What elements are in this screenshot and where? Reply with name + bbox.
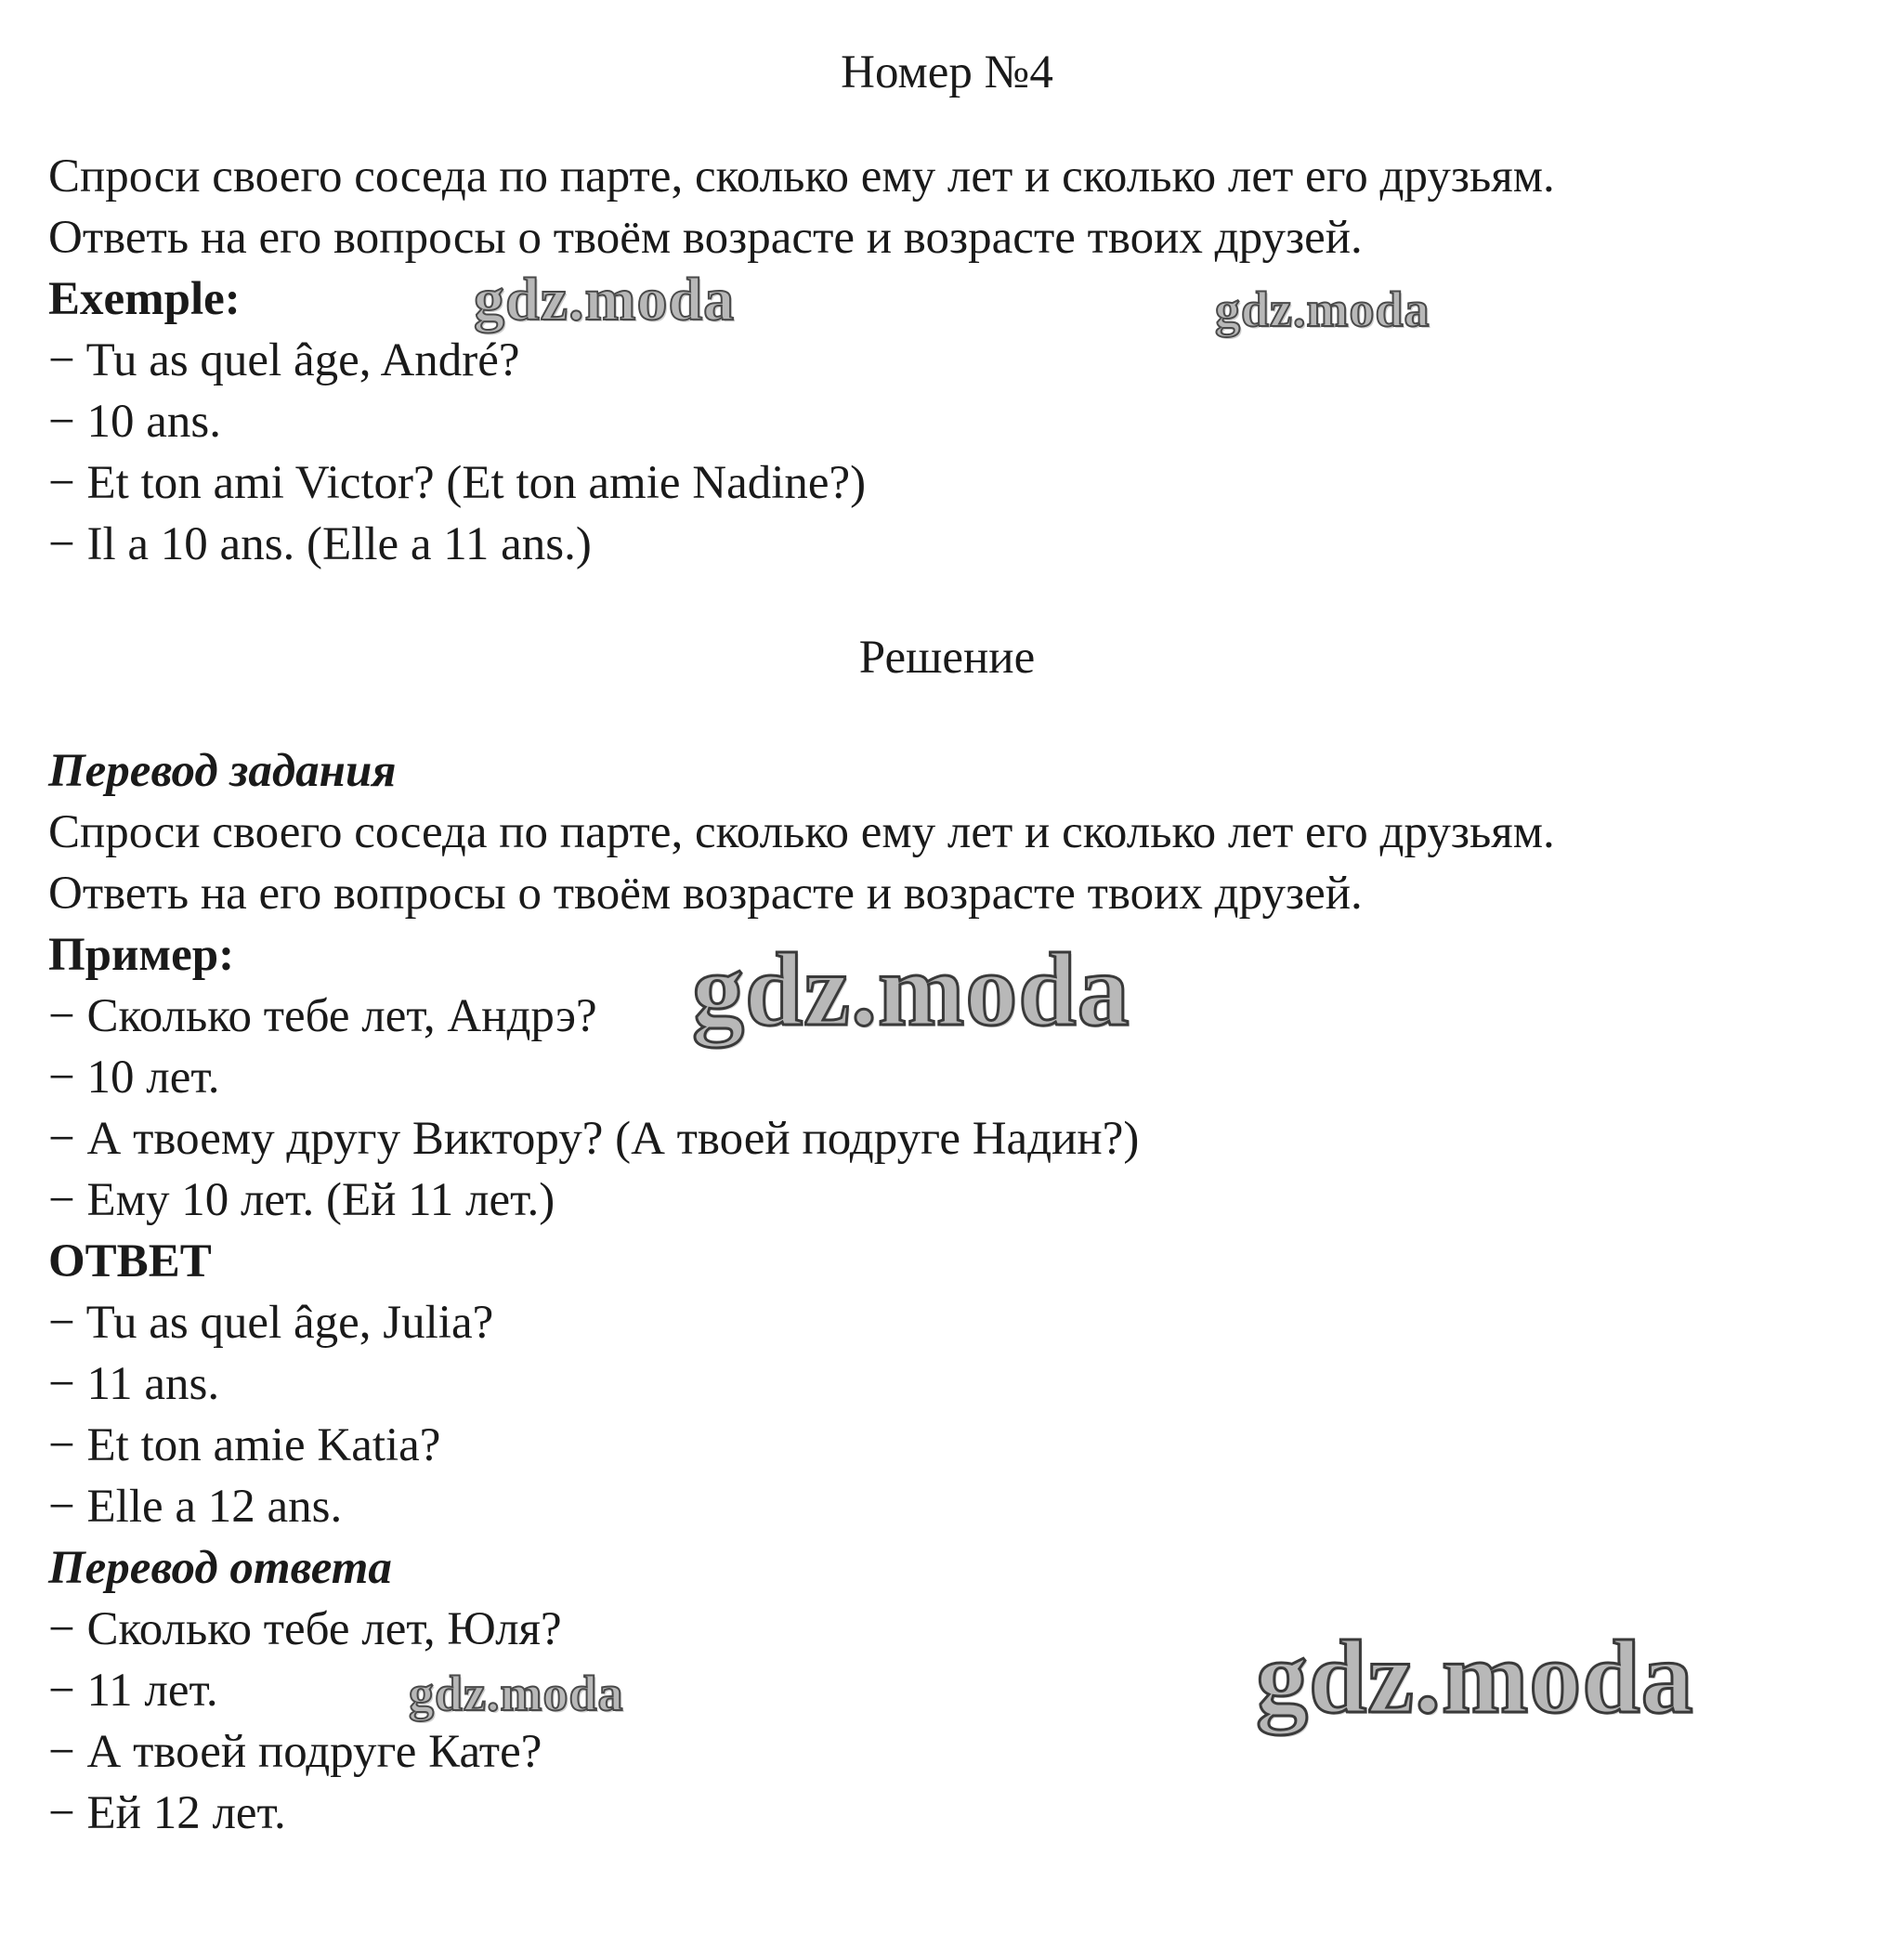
task-line: Ответь на его вопросы о твоём возрасте и возрасте твоих друзей. bbox=[48, 212, 1363, 264]
watermark-logo: gdz.moda bbox=[1215, 281, 1430, 337]
answer-line: − Et ton amie Katia? bbox=[48, 1419, 441, 1471]
translation-example-label: Пример: bbox=[48, 929, 235, 981]
answer-translation-line: − 11 лет. bbox=[48, 1665, 218, 1717]
watermark-logo: gdz.moda bbox=[409, 1666, 624, 1721]
translation-example-line: − 10 лет. bbox=[48, 1052, 220, 1104]
answer-line: − 11 ans. bbox=[48, 1358, 220, 1410]
translation-heading: Перевод задания bbox=[48, 745, 397, 797]
answer-translation-heading: Перевод ответа bbox=[48, 1542, 392, 1594]
example-line: − Il a 10 ans. (Elle a 11 ans.) bbox=[48, 518, 592, 570]
answer-translation-line: − Сколько тебе лет, Юля? bbox=[48, 1603, 562, 1655]
example-line: − 10 ans. bbox=[48, 396, 221, 448]
example-line: − Et ton ami Victor? (Et ton amie Nadine?) bbox=[48, 457, 867, 509]
answer-line: − Elle a 12 ans. bbox=[48, 1481, 343, 1533]
example-label: Exemple: bbox=[48, 273, 241, 325]
translation-example-line: − А твоему другу Виктору? (А твоей подруге Надин?) bbox=[48, 1113, 1140, 1165]
answer-heading: ОТВЕТ bbox=[48, 1235, 212, 1287]
watermark-logo: gdz.moda bbox=[1256, 1620, 1694, 1735]
example-line: − Tu as quel âge, André? bbox=[48, 334, 520, 386]
page-title: Номер №4 bbox=[841, 46, 1053, 98]
translation-example-line: − Сколько тебе лет, Андрэ? bbox=[48, 990, 597, 1042]
answer-translation-line: − Ей 12 лет. bbox=[48, 1787, 286, 1839]
watermark-logo: gdz.moda bbox=[474, 266, 736, 333]
answer-translation-line: − А твоей подруге Кате? bbox=[48, 1726, 542, 1778]
translation-example-line: − Ему 10 лет. (Ей 11 лет.) bbox=[48, 1174, 555, 1226]
task-line: Спроси своего соседа по парте, сколько ему лет и сколько лет его друзьям. bbox=[48, 150, 1555, 203]
answer-line: − Tu as quel âge, Julia? bbox=[48, 1297, 494, 1349]
translation-line: Спроси своего соседа по парте, сколько ему лет и сколько лет его друзьям. bbox=[48, 806, 1555, 858]
translation-line: Ответь на его вопросы о твоём возрасте и возрасте твоих друзей. bbox=[48, 868, 1363, 920]
solution-heading: Решение bbox=[858, 632, 1036, 684]
watermark-logo: gdz.moda bbox=[692, 933, 1130, 1048]
